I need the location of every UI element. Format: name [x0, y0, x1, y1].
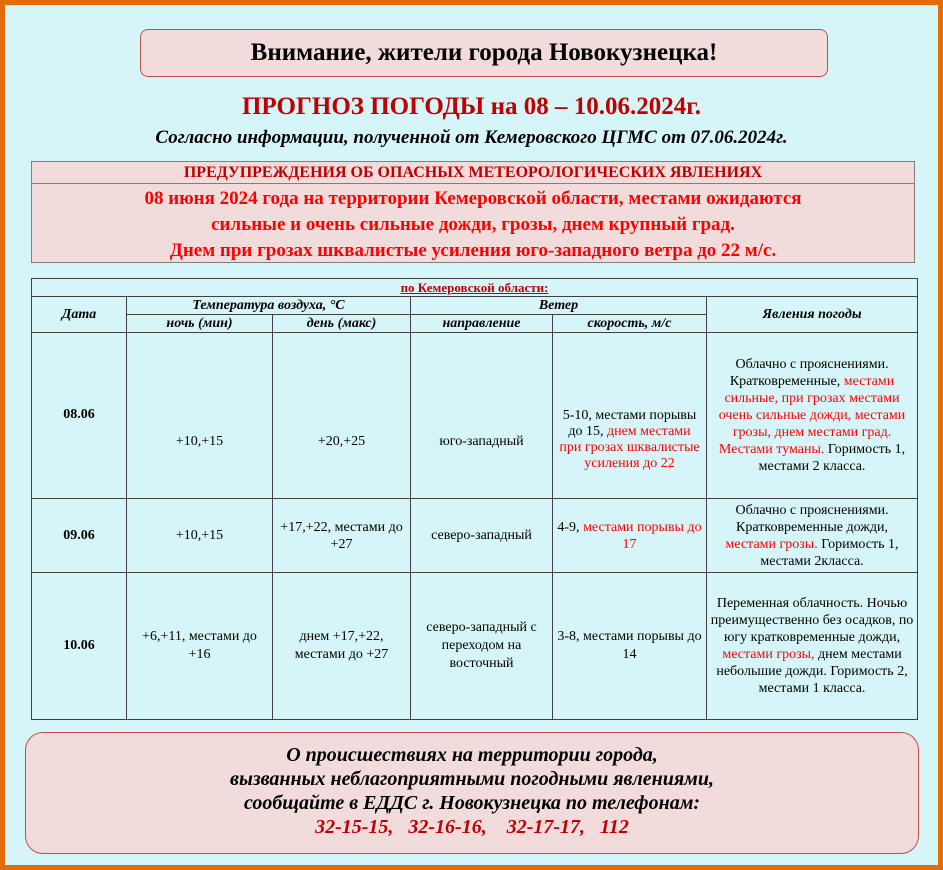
phenomena-text: Облачно с прояснениями. Кратковременные дожди,: [735, 502, 889, 535]
row-speed: [553, 573, 707, 720]
row-date: 08.06: [32, 333, 127, 499]
row-direction: северо-западный с переходом на восточный: [411, 573, 553, 720]
row-night: +10,+15: [127, 333, 273, 499]
row-date: 10.06: [32, 573, 127, 720]
table-row: [32, 333, 918, 499]
row-speed: [553, 333, 707, 499]
row-phenomena: [707, 499, 918, 573]
warning-line: сильные и очень сильные дожди, грозы, днем крупный град.: [211, 214, 735, 235]
row-direction: юго-западный: [411, 333, 553, 499]
forecast-table: [31, 278, 918, 720]
row-phenomena: [707, 333, 918, 499]
banner-text: Внимание, жители города Новокузнецка!: [250, 39, 718, 66]
contact-line: сообщайте в ЕДДС г. Новокузнецка по телефонам:: [243, 792, 701, 814]
warning-box: [31, 161, 915, 263]
contact-line: О происшествиях на территории города,: [286, 744, 658, 766]
phenomena-text: Облачно с прояснениями. Кратковременные,: [729, 357, 889, 389]
table-row: [32, 499, 918, 573]
header-date: Дата: [32, 297, 127, 333]
speed-text: 5-10, местами порывы до 15,: [562, 407, 697, 439]
header-wind: Ветер: [411, 297, 707, 315]
row-date: 09.06: [32, 499, 127, 573]
row-day: +20,+25: [273, 333, 411, 499]
speed-text: 3-8, местами порывы до 14: [557, 629, 702, 662]
warning-text: [32, 184, 914, 264]
row-speed: [553, 499, 707, 573]
header-night: ночь (мин): [127, 315, 273, 333]
table-caption: по Кемеровской области:: [32, 279, 918, 297]
table-row: [32, 573, 918, 720]
contact-line: вызванных неблагоприятными погодными явлениями,: [230, 768, 714, 790]
header-speed: скорость, м/с: [553, 315, 707, 333]
warning-line: Днем при грозах шквалистые усиления юго-западного ветра до 22 м/с.: [169, 240, 777, 261]
row-day: днем +17,+22, местами до +27: [273, 573, 411, 720]
speed-text: 4-9,: [557, 519, 584, 535]
phenomena-text-tail: Горимость 1, местами 2 класса.: [758, 442, 906, 474]
header-day: день (макс): [273, 315, 411, 333]
phone-numbers: 32-15-15, 32-16-16, 32-17-17, 112: [315, 816, 629, 838]
source-note: Согласно информации, полученной от Кемеровского ЦГМС от 07.06.2024г.: [155, 127, 788, 148]
header-direction: направление: [411, 315, 553, 333]
contact-box: [25, 732, 919, 854]
row-phenomena: [707, 573, 918, 720]
row-day: +17,+22, местами до +27: [273, 499, 411, 573]
row-night: +6,+11, местами до +16: [127, 573, 273, 720]
warning-line: 08 июня 2024 года на территории Кемеровской области, местами ожидаются: [144, 188, 802, 209]
phenomena-text-tail: днем местами небольшие дожди. Горимость 2, местами 1 класса.: [716, 647, 908, 696]
header-temperature: Температура воздуха, °С: [127, 297, 411, 315]
phenomena-warning-text: местами грозы.: [725, 536, 818, 552]
phenomena-text-tail: Горимость 1, местами 2класса.: [760, 536, 899, 569]
phenomena-text: Переменная облачность. Ночью преимущественно без осадков, по югу кратковременные дожди,: [710, 596, 914, 645]
speed-warning-text: местами порывы до 17: [583, 519, 702, 552]
row-direction: северо-западный: [411, 499, 553, 573]
forecast-headline: ПРОГНОЗ ПОГОДЫ на 08 – 10.06.2024г.: [241, 93, 702, 120]
speed-warning-text: днем местами при грозах шквалистые усиления до 22: [559, 423, 700, 471]
phenomena-warning-text: местами грозы,: [722, 647, 815, 662]
row-night: +10,+15: [127, 499, 273, 573]
attention-banner: [140, 29, 828, 77]
warning-title: ПРЕДУПРЕЖДЕНИЯ ОБ ОПАСНЫХ МЕТЕОРОЛОГИЧЕСКИХ ЯВЛЕНИЯХ: [32, 162, 914, 184]
phenomena-warning-text: местами сильные, при грозах местами очень сильные дожди, местами грозы, днем местами град. Местами туманы.: [718, 374, 906, 457]
header-phenomena: Явления погоды: [707, 297, 918, 333]
